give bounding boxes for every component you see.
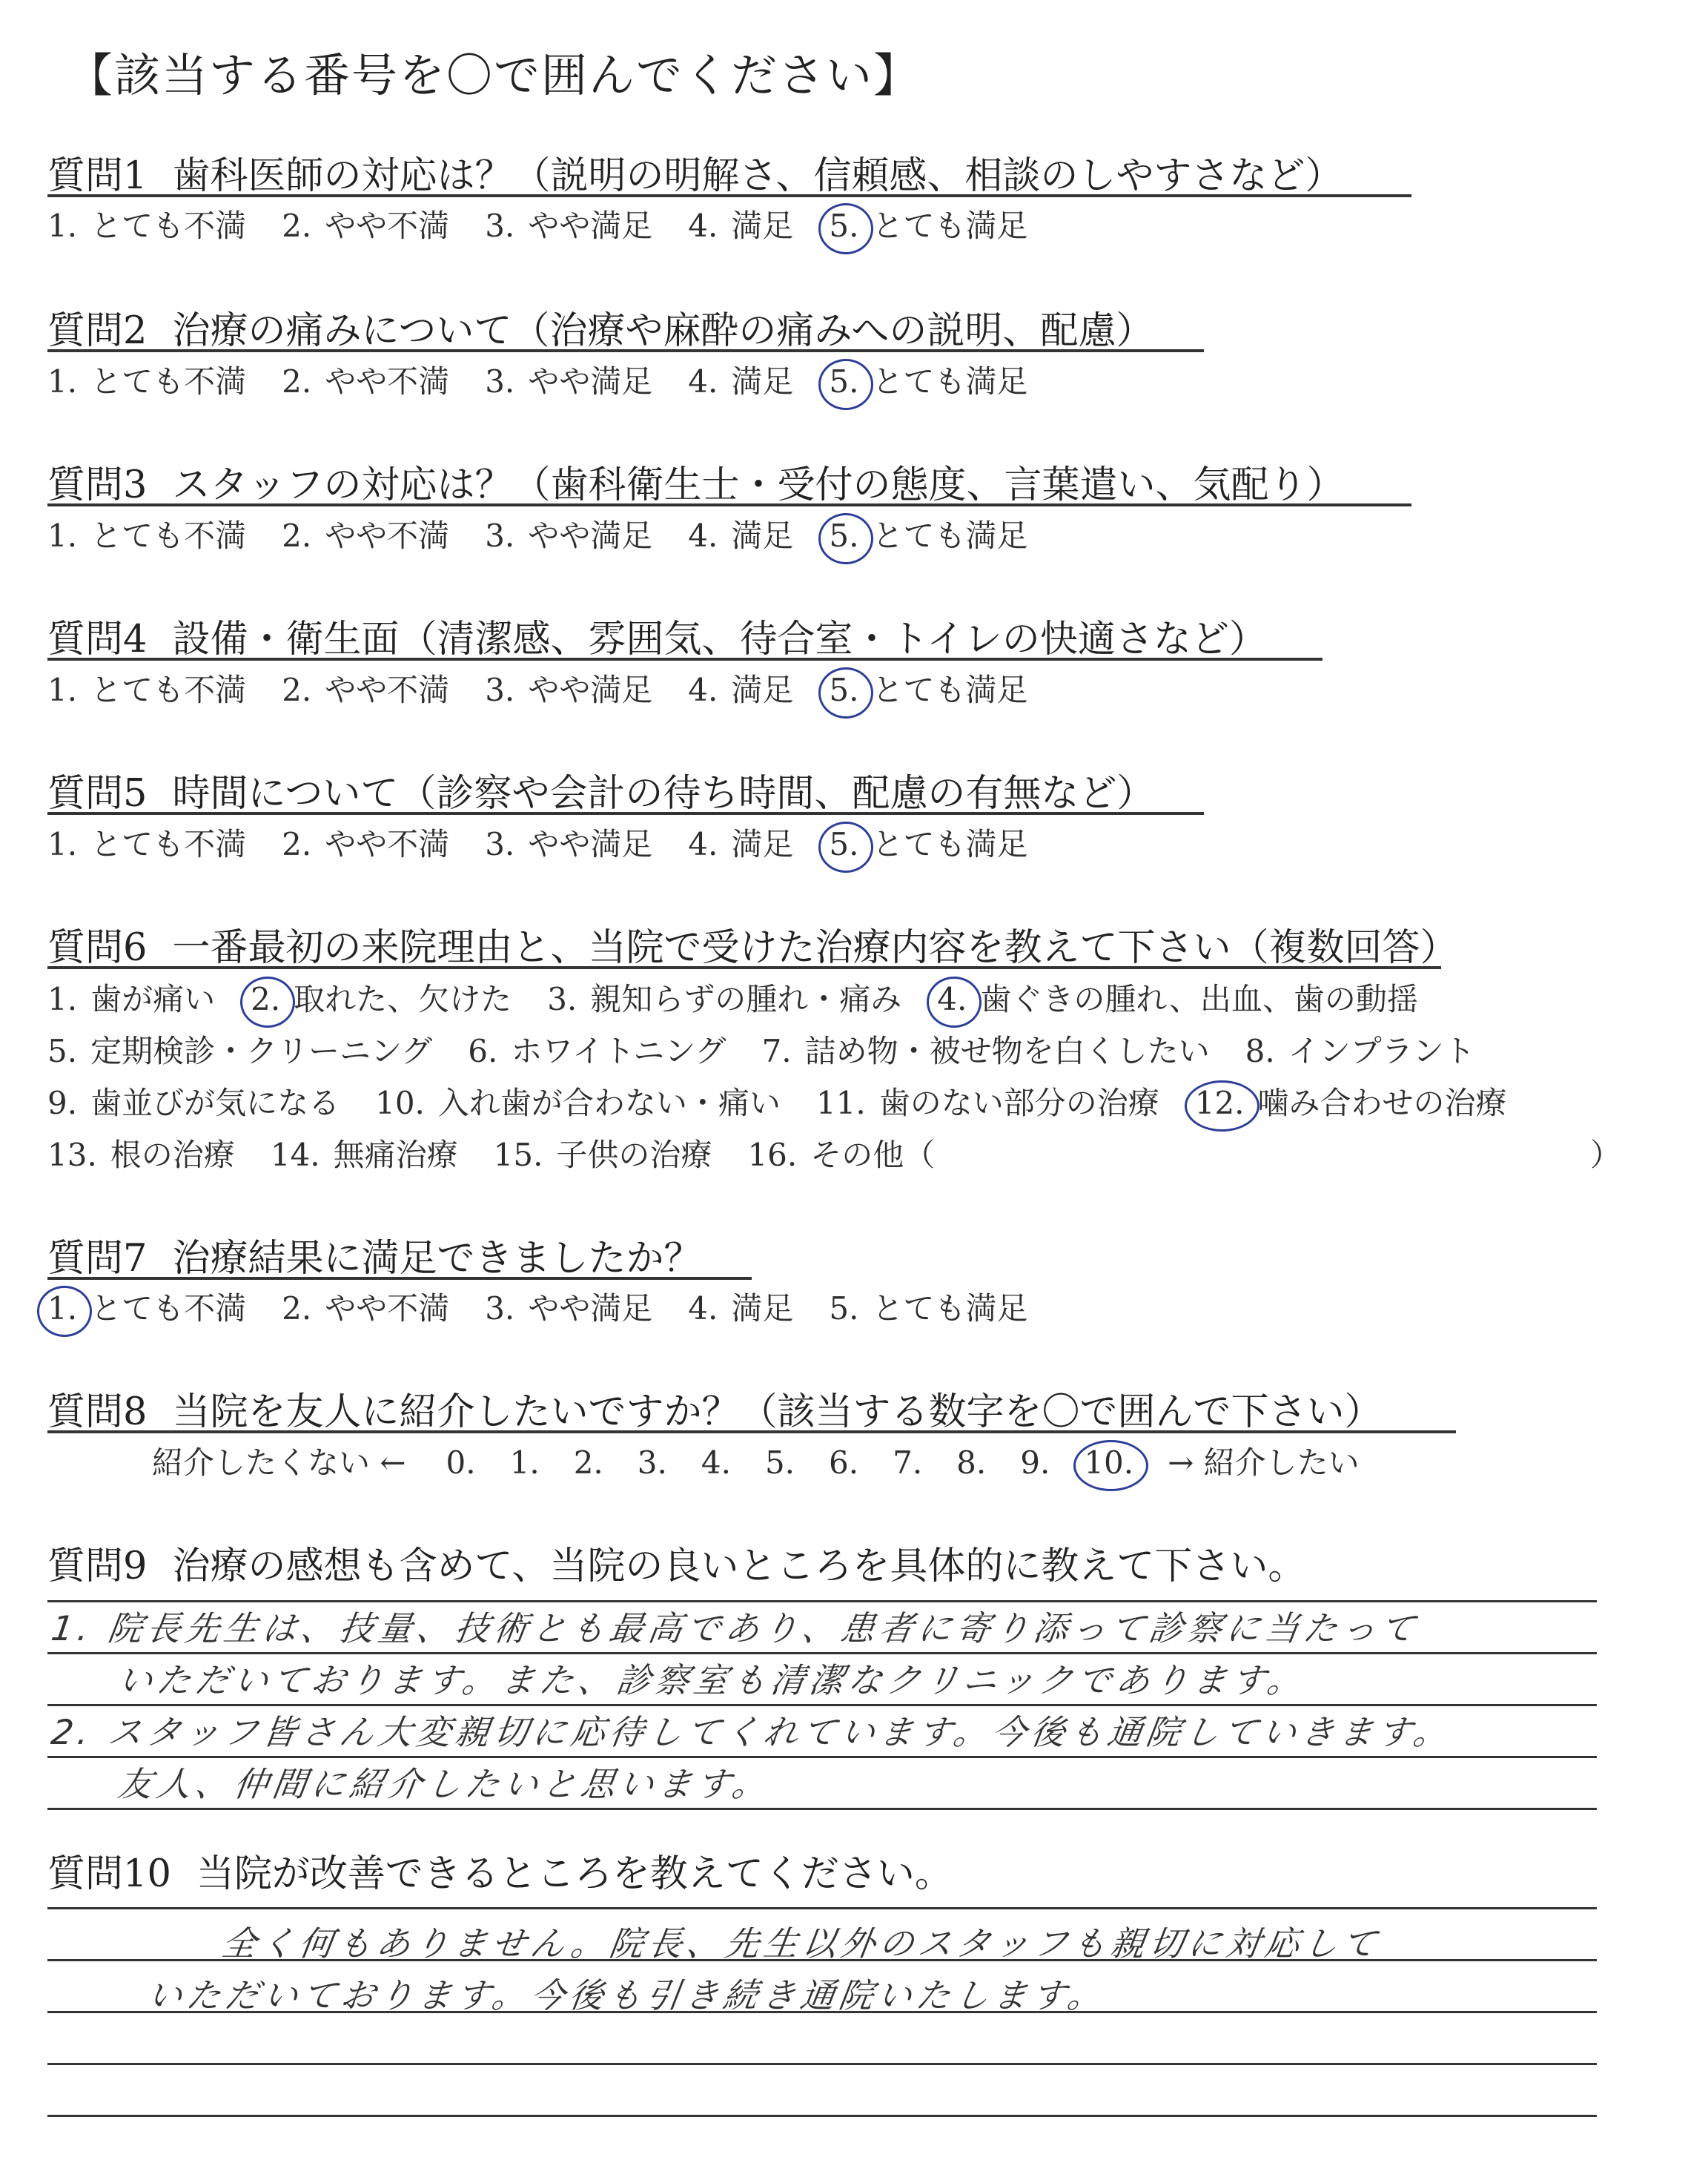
option-10[interactable] — [375, 1079, 781, 1123]
option-number: 2. — [282, 208, 312, 244]
option-label: とても満足 — [872, 1290, 1028, 1327]
question-3-heading — [47, 454, 1344, 509]
option-number: 1. — [47, 1290, 77, 1327]
scale-items — [446, 1444, 1168, 1481]
option-number: 9. — [47, 1085, 78, 1121]
question-2-heading — [47, 300, 1153, 354]
option-4[interactable] — [688, 202, 793, 246]
question-4-heading — [47, 608, 1267, 663]
scale-number: 0. — [446, 1444, 476, 1481]
option-label: とても不満 — [90, 363, 247, 400]
option-number: 1. — [47, 518, 78, 554]
scale-number: 4. — [701, 1444, 731, 1481]
scale-number: 2. — [573, 1444, 603, 1481]
question-2-text: 治療の痛みについて（治療や麻酔の痛みへの説明、配慮） — [172, 309, 1154, 353]
scale-number: 10. — [1084, 1444, 1134, 1481]
scale-number: 6. — [829, 1444, 859, 1481]
option-5[interactable] — [829, 666, 1027, 710]
selection-circle — [818, 359, 873, 410]
option-label: やや不満 — [325, 1290, 450, 1327]
option-2[interactable] — [282, 202, 449, 246]
question-7-heading — [47, 1227, 701, 1282]
option-number: 12. — [1195, 1085, 1245, 1121]
option-label: とても不満 — [90, 826, 247, 862]
question-1-heading — [47, 145, 1343, 199]
question-1-options — [47, 202, 1063, 246]
question-10-heading — [47, 1843, 953, 1898]
question-7-label: 質問7 — [47, 1237, 148, 1281]
question-1-text: 歯科医師の対応は？（説明の明解さ、信頼感、相談のしやすさなど） — [172, 154, 1343, 198]
option-number: 4. — [937, 981, 967, 1017]
option-label: ホワイトニング — [511, 1033, 726, 1069]
answer-line — [47, 2063, 1597, 2065]
question-6-other-close: ） — [1590, 1137, 1622, 1173]
option-label: 子供の治療 — [556, 1137, 712, 1173]
question-6-options-row-1 — [47, 975, 1454, 1020]
question-8-label: 質問8 — [47, 1390, 148, 1434]
question-4-text: 設備・衛生面（清潔感、雰囲気、待合室・トイレの快適さなど） — [172, 618, 1267, 661]
option-15[interactable] — [494, 1131, 712, 1175]
page-title: 【該当する番号を〇で囲んでください】 — [67, 48, 921, 102]
option-12[interactable] — [1195, 1079, 1507, 1123]
option-1[interactable] — [47, 1284, 246, 1329]
question-9-label: 質問9 — [47, 1545, 148, 1588]
option-2[interactable] — [282, 1284, 449, 1329]
option-number: 2. — [251, 981, 280, 1017]
option-6[interactable] — [468, 1027, 726, 1071]
option-number: 10. — [375, 1085, 425, 1121]
option-2[interactable] — [251, 975, 512, 1020]
question-4-label: 質問4 — [47, 618, 148, 661]
question-9-text: 治療の感想も含めて、当院の良いところを具体的に教えて下さい。 — [172, 1545, 1306, 1588]
option-9[interactable] — [47, 1079, 340, 1123]
option-label: 無痛治療 — [333, 1137, 458, 1173]
option-2[interactable] — [282, 666, 449, 710]
selection-circle — [818, 203, 873, 254]
option-5[interactable] — [829, 202, 1027, 246]
scale-option-5[interactable] — [765, 1444, 795, 1481]
option-number: 2. — [282, 363, 312, 400]
selection-circle — [818, 667, 873, 719]
option-label: やや不満 — [325, 518, 450, 554]
scale-option-8[interactable] — [956, 1444, 986, 1481]
question-7-underline — [47, 1277, 752, 1280]
option-number: 2. — [282, 1290, 312, 1327]
scale-number: 1. — [509, 1444, 540, 1481]
option-2[interactable] — [282, 512, 449, 556]
option-label: 満足 — [731, 826, 794, 862]
question-8-scale — [152, 1439, 1395, 1483]
option-label: 詰め物・被せ物を白くしたい — [804, 1033, 1210, 1069]
question-6-underline — [47, 966, 1441, 969]
option-1[interactable] — [47, 512, 246, 556]
selection-circle — [240, 977, 295, 1028]
option-4[interactable] — [688, 1284, 793, 1329]
scale-number: 7. — [893, 1444, 923, 1481]
question-4-options — [47, 666, 1063, 710]
question-8-text: 当院を友人に紹介したいですか？（該当する数字を〇で囲んで下さい） — [172, 1390, 1383, 1434]
option-label: 満足 — [731, 208, 794, 244]
option-label: とても満足 — [872, 208, 1028, 244]
answer-line — [47, 1808, 1597, 1810]
selection-circle — [1073, 1440, 1148, 1491]
option-number: 4. — [688, 826, 718, 862]
question-5-heading — [47, 762, 1154, 817]
q10-handwriting-line-1: 全く何もありません。院長、先生以外のスタッフも親切に対応して — [219, 1923, 1384, 1964]
q9-handwriting-line-1: 1. 院長先生は、技量、技術とも最高であり、患者に寄り添って診察に当たって — [48, 1608, 1422, 1648]
question-5-label: 質問5 — [47, 772, 148, 816]
option-label: やや不満 — [325, 826, 450, 862]
option-label: 満足 — [731, 1290, 794, 1327]
option-label: やや満足 — [528, 208, 653, 244]
option-number: 14. — [270, 1137, 320, 1173]
selection-circle — [1185, 1080, 1260, 1132]
question-6-options-row-2 — [47, 1027, 1511, 1071]
scale-number: 3. — [637, 1444, 667, 1481]
option-number: 2. — [282, 826, 312, 862]
option-number: 3. — [485, 672, 515, 708]
question-5-text: 時間について（診察や会計の待ち時間、配慮の有無など） — [172, 772, 1155, 816]
option-number: 3. — [485, 826, 515, 862]
option-label: 根の治療 — [110, 1137, 235, 1173]
option-number: 4. — [688, 672, 718, 708]
question-9-heading — [47, 1535, 1305, 1590]
question-5-underline — [47, 812, 1204, 815]
option-4[interactable] — [688, 357, 793, 402]
question-1-underline — [47, 194, 1411, 197]
scale-left-label: 紹介したくない ← — [152, 1444, 406, 1481]
option-1[interactable] — [47, 202, 246, 246]
scale-option-2[interactable] — [574, 1444, 603, 1481]
option-3[interactable] — [485, 1284, 652, 1329]
option-1[interactable] — [47, 357, 246, 402]
option-4[interactable] — [937, 975, 1418, 1020]
option-5[interactable] — [829, 357, 1027, 402]
scale-option-4[interactable] — [701, 1444, 731, 1481]
scale-option-9[interactable] — [1020, 1444, 1050, 1481]
option-13[interactable] — [47, 1131, 235, 1175]
option-number: 3. — [485, 208, 515, 244]
option-label: とても満足 — [872, 363, 1028, 400]
scale-option-0[interactable] — [446, 1444, 476, 1481]
answer-line — [47, 2115, 1597, 2117]
option-5[interactable] — [47, 1027, 432, 1071]
option-number: 15. — [493, 1137, 543, 1173]
option-number: 1. — [47, 826, 78, 862]
option-label: とても不満 — [90, 1290, 247, 1327]
question-2-label: 質問2 — [47, 309, 148, 353]
option-number: 5. — [829, 518, 858, 554]
option-label: 満足 — [731, 672, 794, 708]
option-label: とても不満 — [90, 208, 247, 244]
option-label: 歯ぐきの腫れ、出血、歯の動揺 — [980, 981, 1418, 1017]
option-number: 4. — [688, 208, 718, 244]
option-3[interactable] — [485, 512, 652, 556]
question-3-text: スタッフの対応は？（歯科衛生士・受付の態度、言葉遣い、気配り） — [172, 463, 1345, 507]
question-8-underline — [47, 1430, 1456, 1433]
option-3[interactable] — [485, 820, 652, 865]
option-number: 5. — [829, 208, 858, 244]
scale-option-10[interactable] — [1084, 1444, 1133, 1481]
scale-number: 8. — [956, 1444, 987, 1481]
option-label: とても不満 — [90, 518, 247, 554]
option-number: 4. — [688, 1290, 718, 1327]
selection-circle — [818, 822, 873, 873]
option-number: 8. — [1245, 1033, 1275, 1069]
option-number: 3. — [485, 1290, 515, 1327]
option-label: とても満足 — [872, 672, 1028, 708]
option-4[interactable] — [688, 512, 793, 556]
question-3-label: 質問3 — [47, 463, 148, 507]
option-number: 2. — [282, 672, 312, 708]
option-label: 噛み合わせの治療 — [1257, 1085, 1507, 1121]
selection-circle — [37, 1286, 92, 1337]
option-2[interactable] — [282, 357, 449, 402]
option-number: 4. — [688, 363, 718, 400]
q9-handwriting-line-2: いただいております。また、診察室も清潔なクリニックであります。 — [115, 1660, 1309, 1700]
option-number: 7. — [761, 1033, 792, 1069]
question-2-underline — [47, 349, 1204, 352]
q9-handwriting-line-4: 友人、仲間に紹介したいと思います。 — [115, 1764, 774, 1804]
option-4[interactable] — [688, 666, 793, 710]
option-number: 5. — [829, 1290, 859, 1327]
option-label: 入れ歯が合わない・痛い — [437, 1085, 781, 1121]
option-3[interactable] — [485, 357, 652, 402]
option-number: 11. — [815, 1085, 866, 1121]
option-5[interactable] — [829, 820, 1027, 865]
option-4[interactable] — [688, 820, 793, 865]
option-label: 満足 — [731, 518, 794, 554]
option-number: 1. — [47, 363, 78, 400]
option-2[interactable] — [282, 820, 449, 865]
question-8-heading — [47, 1381, 1382, 1436]
option-label: 歯並びが気になる — [90, 1085, 340, 1121]
option-number: 6. — [468, 1033, 498, 1069]
question-6-heading — [47, 916, 1457, 971]
option-1[interactable] — [47, 666, 246, 710]
option-3[interactable] — [485, 666, 652, 710]
option-label: インプラント — [1288, 1033, 1475, 1069]
option-number: 16. — [747, 1137, 798, 1173]
scale-right-label: → 紹介したい — [1168, 1444, 1360, 1481]
question-2-options — [47, 357, 1063, 402]
option-5[interactable] — [829, 512, 1027, 556]
q9-handwriting-line-3: 2. スタッフ皆さん大変親切に応待してくれています。今後も通院していきます。 — [48, 1712, 1455, 1752]
option-label: とても満足 — [872, 826, 1028, 862]
option-number: 3. — [485, 363, 515, 400]
scale-option-1[interactable] — [510, 1444, 540, 1481]
option-label: やや満足 — [528, 672, 653, 708]
question-5-options — [47, 820, 1063, 865]
option-number: 13. — [47, 1137, 97, 1173]
question-6-label: 質問6 — [47, 926, 148, 970]
option-number: 4. — [688, 518, 718, 554]
option-7[interactable] — [762, 1027, 1210, 1071]
option-label: とても不満 — [90, 672, 247, 708]
question-1-label: 質問1 — [47, 154, 148, 198]
selection-circle — [818, 513, 873, 564]
option-number: 1. — [47, 208, 78, 244]
option-number: 5. — [829, 363, 858, 400]
option-label: やや満足 — [528, 826, 653, 862]
option-1[interactable] — [47, 975, 215, 1020]
option-number: 5. — [47, 1033, 78, 1069]
option-number: 1. — [47, 672, 78, 708]
option-label: 取れた、欠けた — [294, 981, 512, 1017]
q10-handwriting-line-2: いただいております。今後も引き続き通院いたします。 — [145, 1975, 1110, 2015]
option-label: 親知らずの腫れ・痛み — [590, 981, 902, 1017]
option-1[interactable] — [47, 820, 246, 865]
option-number: 5. — [829, 672, 858, 708]
selection-circle — [927, 977, 982, 1028]
option-8[interactable] — [1245, 1027, 1475, 1071]
option-label: やや不満 — [325, 363, 450, 400]
option-3[interactable] — [485, 202, 652, 246]
question-3-underline — [47, 503, 1411, 506]
scale-number: 9. — [1020, 1444, 1050, 1481]
answer-line — [47, 1907, 1597, 1909]
option-label: やや満足 — [528, 518, 653, 554]
option-label: やや不満 — [325, 208, 450, 244]
question-10-text: 当院が改善できるところを教えてください。 — [196, 1852, 953, 1896]
option-number: 5. — [829, 826, 858, 862]
option-label: やや満足 — [528, 363, 653, 400]
scale-number: 5. — [764, 1444, 795, 1481]
question-4-underline — [47, 658, 1323, 661]
question-6-options-row-4 — [47, 1131, 970, 1175]
option-label: 歯のない部分の治療 — [878, 1085, 1159, 1121]
option-label: やや不満 — [325, 672, 450, 708]
scale-option-7[interactable] — [893, 1444, 922, 1481]
option-label: とても満足 — [872, 518, 1028, 554]
question-6-options-row-3 — [47, 1079, 1543, 1123]
option-label: その他（ — [810, 1137, 936, 1173]
option-5[interactable] — [829, 1284, 1027, 1329]
option-number: 3. — [485, 518, 515, 554]
option-number: 2. — [282, 518, 312, 554]
option-label: やや満足 — [528, 1290, 653, 1327]
option-11[interactable] — [816, 1079, 1159, 1123]
question-3-options — [47, 512, 1063, 556]
scale-option-6[interactable] — [829, 1444, 858, 1481]
question-7-options — [47, 1284, 1063, 1329]
option-label: 歯が痛い — [90, 981, 216, 1017]
question-10-label: 質問10 — [47, 1852, 171, 1896]
option-3[interactable] — [547, 975, 901, 1020]
question-7-text: 治療結果に満足できましたか？ — [172, 1237, 702, 1281]
question-6-text: 一番最初の来院理由と、当院で受けた治療内容を教えて下さい（複数回答） — [172, 926, 1458, 970]
option-number: 1. — [47, 981, 78, 1017]
option-label: 定期検診・クリーニング — [90, 1033, 433, 1069]
option-number: 3. — [547, 981, 577, 1017]
option-14[interactable] — [271, 1131, 458, 1175]
option-16[interactable] — [747, 1131, 935, 1175]
option-label: 満足 — [731, 363, 794, 400]
scale-option-3[interactable] — [638, 1444, 667, 1481]
